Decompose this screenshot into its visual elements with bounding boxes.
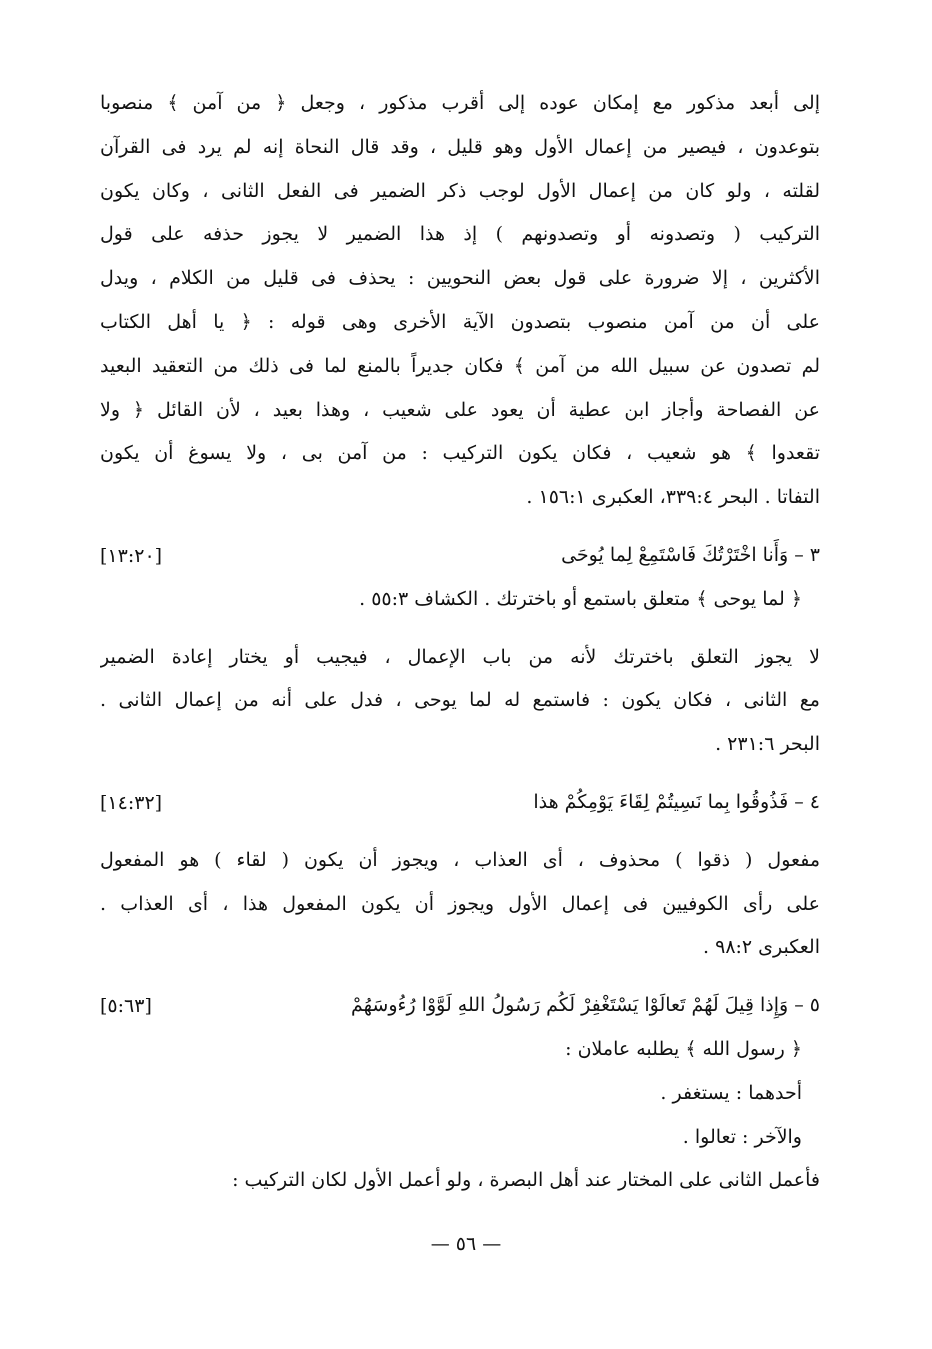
list-item: والآخر : تعالوا . [682,1125,802,1148]
verse-text: ٥ – وَإِذا قِيلَ لَهُمْ تَعالَوْا يَسْتَغْفِرْ لَكُم رَسُولُ اللهِ لَوَّوْا رُءُوسَهُمْ [351,994,820,1017]
text-line: لقلته ، ولو كان من إعمال الأول لوجب ذكر الضمير فى الفعل الثانى ، وكان يكون [100,179,820,202]
verse-entry-5 [100,984,820,1028]
verse-entry-3 [100,534,820,578]
text-line: مع الثانى ، فكان يكون : فاستمع له لما يوحى ، فدل على أنه من إعمال الثانى . [100,689,820,712]
text-line: فأعمل الثانى على المختار عند أهل البصرة ، ولو أعمل الأول لكان التركيب : [232,1169,820,1192]
text-line: بتوعدون ، فيصير من إعمال الأول وهو قليل ، وقد قال النحاة إنه لم يرد فى القرآن [100,135,820,158]
verse-entry-4 [100,781,820,825]
text-line: التفاتا . البحر ٣٣٩:٤، العكبرى ١٥٦:١ . [526,486,820,509]
text-line: لا يجوز التعلق باخترتك لأنه من باب الإعمال ، فيجيب أو يختار إعادة الضمير [100,645,820,668]
text-line: تقعدوا ﴾ هو شعيب ، فكان يكون التركيب : من آمن بى ، ولا يسوغ أن يكون [100,442,820,465]
text-line: مفعول ( ذقوا ) محذوف ، أى العذاب ، ويجوز أن يكون ( لقاء ) هو المفعول [100,848,820,871]
text-line: على رأى الكوفيين فى إعمال الأول ويجوز أن يكون المفعول هذا ، أى العذاب . [100,892,820,915]
verse-note: ﴿ رسول الله ﴾ يطلبه عاملان : [565,1037,802,1060]
text-line: عن الفصاحة وأجاز ابن عطية أن يعود على شعيب ، وهذا بعيد ، لأن القائل ﴿ ولا [100,398,820,421]
text-line: الأكثرين ، إلا ضرورة على قول بعض النحويين : يحذف فى قليل من الكلام ، ويدل [100,267,820,290]
paragraph-continuation [100,82,820,520]
verse-text: ٣ – وَأَنا اخْتَرْتُكَ فَاسْتَمِعْ لِما يُوحَى [561,543,820,566]
text-line: لم تصدون عن سبيل الله من آمن ﴾ فكان جديراً بالمنع لما فى ذلك من التعقيد البعيد [100,354,820,377]
verse-note: ﴿ لما يوحى ﴾ متعلق باستمع أو باخترتك . الكشاف ٥٥:٣ . [359,587,802,610]
list-item: أحدهما : يستغفر . [660,1081,802,1104]
verse-reference: [١٤:٣٢] [100,791,163,814]
verse-reference: [١٣:٢٠] [100,544,163,567]
verse-text: ٤ – فَذُوقُوا بِما نَسِيتُمْ لِقَاءَ يَوْمِكُمْ هذا [533,790,820,813]
text-line: البحر ٢٣١:٦ . [715,733,820,756]
page-number: — ٥٦ — [430,1233,502,1255]
text-line: على أن من آمن منصوب بتصدون الآية الأخرى وهى قوله : ﴿ يا أهل الكتاب [100,310,820,333]
text-line: العكبرى ٩٨:٢ . [703,936,820,959]
page-body [100,82,820,1203]
verse-reference: [٥:٦٣] [100,995,152,1018]
text-line: التركيب ( وتصدونه أو وتصدونهم ) إذ هذا الضمير لا يجوز حذفه على قول [100,223,820,246]
text-line: إلى أبعد مذكور مع إمكان عوده إلى أقرب مذكور ، وجعل ﴿ من آمن ﴾ منصوبا [100,92,820,114]
